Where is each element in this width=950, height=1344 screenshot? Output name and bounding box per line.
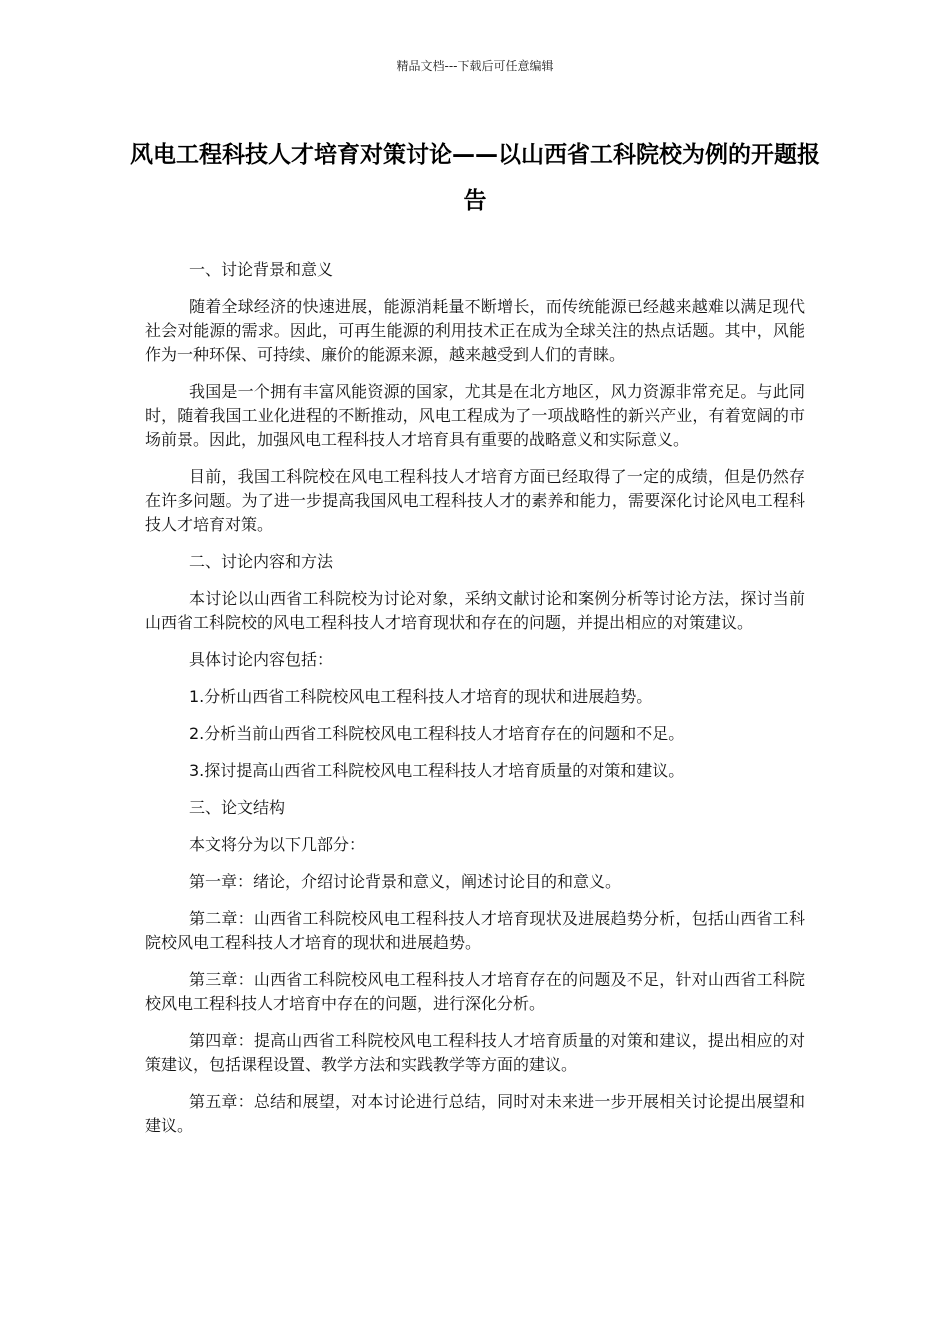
section-heading-structure: 三、论文结构	[189, 798, 286, 817]
paragraph: 本文将分为以下几部分：	[189, 835, 366, 854]
paragraph: 随着全球经济的快速进展，能源消耗量不断增长，而传统能源已经越来越难以满足现代社会对能源的需求。因此，可再生能源的利用技术正在成为全球关注的热点话题。其中，风能作为一种环保、可持续、廉价的能源来源，越来越受到人们的青睐。	[145, 297, 805, 364]
list-item: 1.分析山西省工科院校风电工程科技人才培育的现状和进展趋势。	[189, 687, 653, 706]
paragraph: 具体讨论内容包括：	[189, 650, 334, 669]
list-item: 3.探讨提高山西省工科院校风电工程科技人才培育质量的对策和建议。	[189, 761, 685, 780]
document-body	[145, 258, 805, 1151]
list-item: 2.分析当前山西省工科院校风电工程科技人才培育存在的问题和不足。	[189, 724, 685, 743]
header-note: 精品文档---下载后可任意编辑	[396, 59, 554, 73]
chapter-item: 第二章：山西省工科院校风电工程科技人才培育现状及进展趋势分析，包括山西省工科院校风电工程科技人才培育的现状和进展趋势。	[145, 909, 805, 952]
document-title: 风电工程科技人才培育对策讨论——以山西省工科院校为例的开题报告	[130, 142, 820, 214]
chapter-item: 第一章：绪论，介绍讨论背景和意义，阐述讨论目的和意义。	[189, 872, 622, 891]
paragraph: 本讨论以山西省工科院校为讨论对象，采纳文献讨论和案例分析等讨论方法，探讨当前山西省工科院校的风电工程科技人才培育现状和存在的问题，并提出相应的对策建议。	[145, 589, 805, 632]
section-heading-background: 一、讨论背景和意义	[189, 260, 334, 279]
chapter-item: 第五章：总结和展望，对本讨论进行总结，同时对未来进一步开展相关讨论提出展望和建议。	[145, 1092, 805, 1135]
section-heading-content-methods: 二、讨论内容和方法	[189, 552, 334, 571]
chapter-item: 第三章：山西省工科院校风电工程科技人才培育存在的问题及不足，针对山西省工科院校风电工程科技人才培育中存在的问题，进行深化分析。	[145, 970, 805, 1013]
paragraph: 目前，我国工科院校在风电工程科技人才培育方面已经取得了一定的成绩，但是仍然存在许多问题。为了进一步提高我国风电工程科技人才的素养和能力，需要深化讨论风电工程科技人才培育对策。	[145, 467, 805, 534]
paragraph: 我国是一个拥有丰富风能资源的国家，尤其是在北方地区，风力资源非常充足。与此同时，随着我国工业化进程的不断推动，风电工程成为了一项战略性的新兴产业，有着宽阔的市场前景。因此，加强风电工程科技人才培育具有重要的战略意义和实际意义。	[145, 382, 805, 449]
chapter-item: 第四章：提高山西省工科院校风电工程科技人才培育质量的对策和建议，提出相应的对策建议，包括课程设置、教学方法和实践教学等方面的建议。	[145, 1031, 805, 1074]
